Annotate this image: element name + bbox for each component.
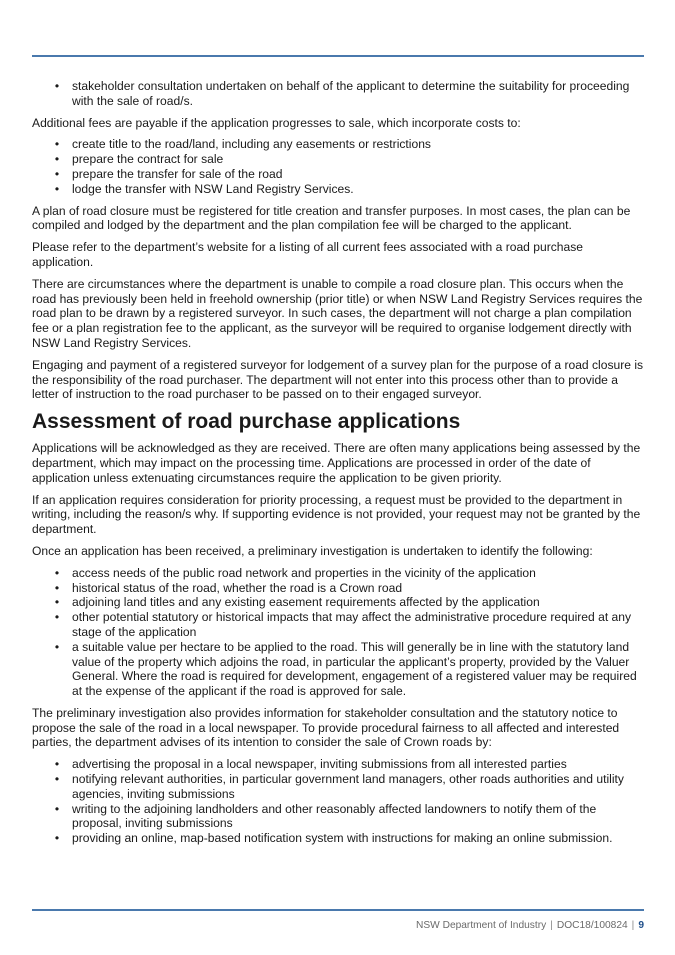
bullet-icon: •: [54, 772, 60, 787]
list-item: [32, 167, 644, 182]
list-item-text: writing to the adjoining landholders and other reasonably affected landowners to notify them of the proposal, inviting submissions: [72, 801, 597, 831]
investigation-intro-paragraph: Once an application has been received, a preliminary investigation is undertaken to identify the following:: [32, 543, 593, 558]
footer-rule: [32, 909, 644, 911]
list-item: [32, 831, 644, 846]
bullet-icon: •: [54, 137, 60, 152]
list-item-text: advertising the proposal in a local newspaper, inviting submissions from all interested parties: [72, 757, 567, 772]
section-heading: Assessment of road purchase applications: [32, 410, 461, 434]
acknowledgement-paragraph: Applications will be acknowledged as they are received. There are often many applications being assessed by the department, which may impact on the processing time. Applications are processed in order of the date of application unless extenuating circumstances require the application to be given priority.: [32, 441, 641, 485]
list-item: [32, 772, 644, 802]
bullet-icon: •: [54, 580, 60, 595]
footer-organisation: NSW Department of Industry: [415, 920, 547, 931]
list-item: [32, 152, 644, 167]
list-item-text: lodge the transfer with NSW Land Registry Services.: [72, 181, 354, 196]
list-item-text: notifying relevant authorities, in particular government land managers, other roads authorities and utility agencies, inviting submissions: [72, 772, 624, 801]
list-item: [32, 182, 644, 197]
list-item-text: create title to the road/land, including any easements or restrictions: [72, 137, 431, 152]
intro-bullet-list: [32, 79, 644, 109]
engaging-paragraph: Engaging and payment of a registered surveyor for lodgement of a survey plan for the purpose of a road closure is the responsibility of the road purchaser. The department will not enter into this process other than to provide a letter of instruction to the road purchaser to be passed on to their engaged surveyor.: [32, 357, 644, 402]
list-item-text: access needs of the public road network and properties in the vicinity of the application: [72, 565, 536, 580]
investigation-bullet-list: [32, 566, 644, 699]
list-item: [32, 757, 644, 772]
header-rule: [32, 55, 644, 57]
page-number: 9: [638, 920, 644, 931]
list-item: [32, 137, 644, 152]
list-item-text: prepare the contract for sale: [72, 152, 224, 167]
footer-doc-ref: DOC18/100824: [556, 920, 628, 931]
list-item: [32, 640, 644, 699]
list-item-text: historical status of the road, whether the road is a Crown road: [72, 580, 403, 595]
document-body: [32, 79, 644, 853]
list-item-text: a suitable value per hectare to be applied to the road. This will generally be in line with the statutory land value of the property which adjoins the road, in particular the applicant’s property, provided by the Valuer General. Where the road is required for development, engagement of a registered valuer may be required at the expense of the applicant if the road is approved for sale.: [72, 639, 637, 699]
fees-bullet-list: [32, 137, 644, 196]
list-item: [32, 802, 644, 832]
list-item: [32, 595, 644, 610]
list-item-text: other potential statutory or historical impacts that may affect the administrative procedure required at any stage of the application: [72, 610, 632, 639]
bullet-icon: •: [54, 639, 60, 654]
bullet-icon: •: [54, 757, 60, 772]
bullet-icon: •: [54, 565, 60, 580]
bullet-icon: •: [54, 152, 60, 167]
footer-separator: |: [631, 920, 635, 931]
bullet-icon: •: [54, 610, 60, 625]
circumstances-paragraph: There are circumstances where the department is unable to compile a road closure plan. This occurs when the road has previously been held in freehold ownership (prior title) or when NSW Land Registry Services requires the road plan to be drawn by a registered surveyor. In such cases, the department will not charge a plan compilation fee or a plan registration fee to the applicant, as the surveyor will be required to organise lodgement directly with NSW Land Registry Services.: [32, 276, 643, 350]
refer-paragraph: Please refer to the department’s website for a listing of all current fees associated with a road purchase application.: [32, 240, 584, 269]
preliminary-paragraph: The preliminary investigation also provides information for stakeholder consultation and the statutory notice to propose the sale of the road in a local newspaper. To provide procedural fairness to all affected and interested parties, the department advises of its intention to consider the sale of Crown roads by:: [32, 705, 620, 750]
notice-bullet-list: [32, 757, 644, 846]
bullet-icon: •: [54, 181, 60, 196]
bullet-icon: •: [54, 831, 60, 846]
fees-intro-paragraph: Additional fees are payable if the application progresses to sale, which incorporate costs to:: [32, 115, 521, 130]
list-item-text: prepare the transfer for sale of the road: [72, 166, 283, 181]
list-item: [32, 581, 644, 596]
list-item: [32, 610, 644, 640]
list-item: [32, 566, 644, 581]
bullet-icon: •: [54, 166, 60, 181]
page-footer: [416, 920, 644, 931]
list-item-text: stakeholder consultation undertaken on behalf of the applicant to determine the suitability for proceeding with the sale of road/s.: [72, 79, 630, 108]
plan-paragraph: A plan of road closure must be registered for title creation and transfer purposes. In most cases, the plan can be compiled and lodged by the department and the plan compilation fee will be charged to the applicant.: [32, 203, 631, 233]
list-item-text: adjoining land titles and any existing easement requirements affected by the application: [72, 595, 540, 610]
list-item-text: providing an online, map-based notification system with instructions for making an online submission.: [72, 831, 613, 846]
footer-separator: |: [550, 920, 553, 931]
priority-paragraph: If an application requires consideration for priority processing, a request must be provided to the department in writing, including the reason/s why. If supporting evidence is not provided, your request may not be granted by the department.: [32, 492, 641, 537]
bullet-icon: •: [54, 595, 60, 610]
bullet-icon: •: [54, 79, 60, 93]
bullet-icon: •: [54, 801, 60, 816]
list-item: [32, 79, 644, 109]
